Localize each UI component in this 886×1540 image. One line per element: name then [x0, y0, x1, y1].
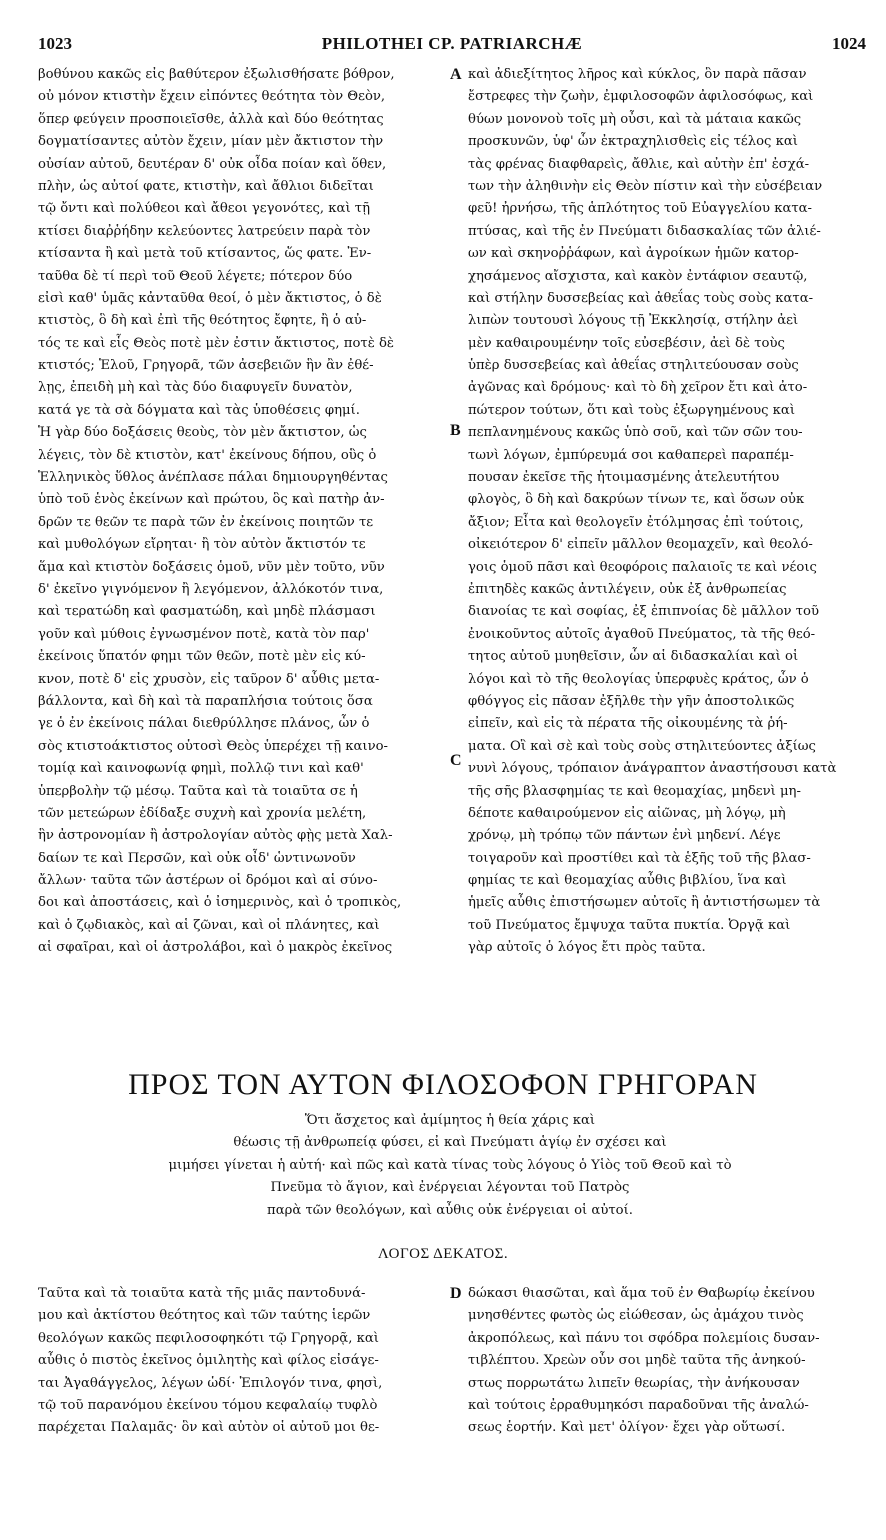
text-line: ἀκροπόλεως, καὶ πάνυ τοι σφόδρα πολεμίοις δυσαν-: [468, 1330, 820, 1346]
running-title: PHILOTHEI CP. PATRIARCHÆ: [321, 34, 583, 53]
subtitle-line: παρὰ τῶν θεολόγων, καὶ αὖθις οὐκ ἐνέργειαι οἱ αὐτοί.: [267, 1202, 633, 1218]
text-line: καὶ ἀδιεξίτητος λῆρος καὶ κύκλος, ὃν παρὰ πᾶσαν: [468, 67, 807, 82]
text-line: αὖθις ὁ πιστὸς ἐκεῖνος ὁμιλητὴς καὶ φίλος εἰσάγε-: [38, 1353, 379, 1369]
text-line: ὑπερβολὴν τῷ μέσῳ. Ταῦτα καὶ τὰ τοιαῦτα σε ἡ: [38, 783, 358, 799]
text-line: χρόνῳ, μὴ τρόπῳ τῶν πάντων ἐνὶ μηδενί. Λέγε: [468, 828, 781, 844]
text-line: θεολόγων κακῶς πεφιλοσοφηκότι τῷ Γρηγορᾷ, καὶ: [38, 1330, 379, 1346]
text-line: θύων μονονοὺ τοῖς μὴ οὖσι, καὶ τὰ μάταια κακῶς: [468, 111, 802, 127]
text-line: φθόγγος εἰς πᾶσαν ἐξῆλθε τὴν γῆν ἀποστολικῶς: [468, 693, 795, 709]
lower-left-column: [38, 1283, 454, 1440]
text-line: διανοίας τε καὶ σοφίας, ἐξ ἐπιπνοίας δὲ μᾶλλον τοῦ: [468, 604, 820, 620]
text-line: βάλλοντα, καὶ δὴ καὶ τὰ παραπλήσια τούτοις ὅσα: [38, 693, 373, 709]
margin-marker-c: C: [450, 752, 462, 769]
text-line: στως πορρωτάτω λιπεῖν θεωρίας, τὴν ἀνήκουσαν: [468, 1375, 800, 1391]
text-line: χησάμενος αἴσχιστα, καὶ κακὸν ἐντάφιον σεαυτῷ,: [468, 268, 808, 284]
text-line: ἅμα καὶ κτιστὸν δοξάσεις ὁμοῦ, νῦν μὲν τοῦτο, νῦν: [38, 559, 385, 575]
text-line: δ' ἐκεῖνο γιγνόμενον ἢ λεγόμενον, ἀλλόκοτόν τινα,: [38, 581, 384, 597]
text-line: ἀγῶνας καὶ δρόμους· καὶ τὸ δὴ χεῖρον ἔτι καὶ ἀτο-: [468, 380, 808, 396]
text-line: γοῦν καὶ μύθοις ἐγνωσμένον ποτὲ, κατὰ τὸν παρ': [38, 626, 370, 642]
section-title: ΠΡΟΣ ΤΟΝ ΑΥΤΟΝ ΦΙΛΟΣΟΦΟΝ ΓΡΗΓΟΡΑΝ: [128, 1068, 758, 1101]
text-line: ἐπιτηδὲς κακῶς ἀντιλέγειν, οὐκ ἐξ ἀνθρωπείας: [468, 581, 787, 597]
text-line: κνον, ποτὲ δ' εἰς χρυσὸν, εἰς ταῦρον δ' αὖθις μετα-: [38, 671, 380, 687]
text-line: τῶν μετεώρων ἐδίδαξε συχνὴ καὶ χρονία μελέτη,: [38, 805, 367, 821]
text-line: δρῶν τε θεῶν τε παρὰ τῶν ἐν ἐκείνοις ποιητῶν τε: [38, 514, 374, 530]
text-line: τός τε καὶ εἷς Θεὸς ποτὲ μὲν ἐστιν ἄκτιστος, ποτὲ δὲ: [38, 335, 394, 351]
margin-marker-a: A: [450, 66, 462, 83]
text-line: ἔστρεφες τὴν ζωὴν, ἐμφιλοσοφῶν ἀφιλοσόφως, καὶ: [468, 89, 814, 105]
text-line: Ἡ γὰρ δύο δοξάσεις θεοὺς, τὸν μὲν ἄκτιστον, ὡς: [38, 425, 367, 441]
text-line: οὐ μόνον κτιστὴν ἔχειν εἰπόντες θεότητα τὸν Θεὸν,: [38, 89, 386, 105]
text-line: ματα. Οἳ καὶ σὲ καὶ τοὺς σοὺς στηλιτεύοντες ἀξίως: [468, 738, 816, 754]
text-line: τητος αὐτοῦ μυηθεῖσιν, ὧν αἱ διδασκαλίαι καὶ οἱ: [468, 649, 799, 665]
text-line: ταῦθα δὲ τί περὶ τοῦ Θεοῦ λέγετε; πότερον δύο: [38, 268, 353, 284]
text-line: ται Ἀγαθάγγελος, λέγων ὡδί· Ἐπιλογόν τινα, φησὶ,: [38, 1375, 383, 1391]
text-line: ων καὶ σκηνοῤῥάφων, καὶ ἀγροίκων ἡμῶν κατορ-: [468, 246, 799, 262]
text-line: τιβλέπτου. Χρεὼν οὖν σοι μηδὲ ταῦτα τῆς ἀνηκού-: [468, 1353, 806, 1369]
text-line: ἐνοικοῦντος αὐτοῖς ἀγαθοῦ Πνεύματος, τὰ τῆς θεό-: [468, 626, 816, 642]
text-line: τωνὶ λόγων, ἐμπύρευμά σοι καθαπερεὶ παραπέμ-: [468, 447, 794, 463]
text-line: τῷ τοῦ παρανόμου ἐκείνου τόμου κεφαλαίῳ τυφλὸ: [38, 1397, 378, 1413]
text-line: ὑπὲρ δυσσεβείας καὶ ἀθεΐας στηλιτεύουσαν σοὺς: [468, 358, 799, 374]
text-line: φεῦ! ἠρνήσω, τῆς ἁπλότητος τοῦ Εὐαγγελίου κατα-: [468, 201, 813, 217]
text-line: εἰπεῖν, καὶ εἰς τὰ πέρατα τῆς οἰκουμένης τὰ ῥή-: [468, 716, 788, 732]
text-line: οἰκειότερον δ' εἰπεῖν μᾶλλον θεομαχεῖν, καὶ θεολό-: [468, 537, 813, 553]
text-line: Ἑλληνικὸς ὕθλος ἀνέπλασε πάλαι δημιουργηθέντας: [38, 470, 388, 486]
discourse-number: ΛΟΓΟΣ ΔΕΚΑΤΟΣ.: [377, 1246, 509, 1262]
subtitle-line: Πνεῦμα τὸ ἅγιον, καὶ ἐνέργειαι λέγονται τοῦ Πατρὸς: [270, 1180, 630, 1196]
text-line: νυνὶ λόγους, τρόπαιον ἀνάγραπτον ἀναστήσουσι κατὰ: [468, 761, 837, 777]
text-line: φημίας τε καὶ θεομαχίας αὖθις βιβλίου, ἵνα καὶ: [468, 873, 787, 889]
subtitle-line: Ὅτι ἄσχετος καὶ ἀμίμητος ἡ θεία χάρις καὶ: [304, 1113, 596, 1128]
text-line: καὶ τερατώδη καὶ φασματώδη, καὶ μηδὲ πλάσμασι: [38, 604, 376, 620]
text-line: μὲν καθαιρουμένην τοῖς εὐσεβέσιν, ἀεὶ δὲ τοὺς: [468, 335, 785, 351]
text-line: δοι καὶ ἀποστάσεις, καὶ ὁ ἰσημερινὸς, καὶ ὁ τροπικὸς,: [38, 895, 402, 911]
text-line: δογματίσαντες αὐτὸν ἔχειν, μίαν μὲν ἄκτιστον τὴν: [38, 134, 384, 150]
text-line: οὐσίαν αὐτοῦ, δευτέραν δ' οὐκ οἶδα ποίαν καὶ ὅθεν,: [38, 156, 387, 172]
text-line: μνησθέντες φωτὸς ὡς εἰώθεσαν, ὡς ἀμάχου τινὸς: [468, 1308, 804, 1324]
text-line: σὸς κτιστοάκτιστος οὑτοσὶ Θεὸς ὑπερέχει τῇ καινο-: [38, 738, 389, 754]
text-line: τοῦ Πνεύματος ἔμψυχα ταῦτα πυκτία. Ὀργᾷ καὶ: [468, 917, 791, 933]
upper-left-column: [38, 64, 454, 960]
margin-marker-d: D: [450, 1285, 462, 1302]
text-line: δώκασι θιασῶται, καὶ ἅμα τοῦ ἐν Θαβωρίῳ ἐκείνου: [468, 1286, 815, 1301]
text-line: φλογὸς, ὃ δὴ καὶ δακρύων τίνων τε, καὶ ὅσων οὐκ: [468, 492, 805, 508]
right-page-number: 1024: [832, 34, 866, 53]
lower-right-column: [468, 1283, 870, 1440]
text-line: παρέχεται Παλαμᾶς· ὃν καὶ αὐτὸν οἱ αὐτοῦ μοι θε-: [38, 1420, 380, 1436]
text-line: τομίᾳ καὶ καινοφωνίᾳ φημὶ, πολλῷ τινι καὶ καθ': [38, 761, 364, 777]
text-line: καὶ ὁ ζῳδιακὸς, καὶ αἱ ζῶναι, καὶ οἱ πλάνητες, καὶ: [38, 917, 380, 933]
text-line: Ταῦτα καὶ τὰ τοιαῦτα κατὰ τῆς μιᾶς παντοδυνά-: [38, 1286, 366, 1301]
text-line: πτύσας, καὶ τῆς ἐν Πνεύματι διδασκαλίας τῶν ἁλιέ-: [468, 223, 821, 239]
subtitle-line: θέωσις τῇ ἀνθρωπείᾳ φύσει, εἰ καὶ Πνεύματι ἁγίῳ ἐν σχέσει καὶ: [233, 1135, 667, 1151]
text-line: ὅπερ φεύγειν προσποιεῖσθε, ἀλλὰ καὶ δύο θεότητας: [38, 111, 384, 127]
text-line: σεως ἑορτήν. Καὶ μετ' ὀλίγον· ἔχει γὰρ οὕτωσί.: [468, 1420, 786, 1436]
text-line: βοθύνου κακῶς εἰς βαθύτερον ἐξωλισθήσατε βόθρον,: [38, 67, 395, 82]
text-line: μου καὶ ἀκτίστου θεότητος καὶ τῶν ταύτης ἱερῶν: [38, 1308, 371, 1324]
text-line: τοιγαροῦν καὶ προστίθει καὶ τὰ ἑξῆς τοῦ τῆς βλασ-: [468, 850, 811, 866]
text-line: λέγεις, τὸν δὲ κτιστὸν, κατ' ἐκείνους δήπου, οὓς ὁ: [38, 447, 377, 463]
section-subtitle: [60, 1110, 840, 1222]
text-line: ἄλλων· ταῦτα τῶν ἀστέρων οἱ δρόμοι καὶ αἱ σύνο-: [38, 873, 378, 889]
text-line: λῃς, ἐπειδὴ μὴ καὶ τὰς δύο διαφυγεῖν δυνατὸν,: [38, 380, 353, 396]
text-line: τῷ ὄντι καὶ πολύθεοι καὶ ἄθεοι γεγονότες, καὶ τῇ: [38, 201, 371, 217]
running-header: [38, 34, 866, 56]
text-line: ὑπὸ τοῦ ἑνὸς ἐκείνων καὶ πρώτου, ὃς καὶ πατὴρ ἀν-: [38, 492, 385, 508]
text-line: λόγοι καὶ τὸ τῆς θεολογίας ὑπερφυὲς κράτος, ὧν ὁ: [468, 671, 809, 687]
text-line: των τὴν ἀληθινὴν εἰς Θεὸν πίστιν καὶ τὴν εὐσέβειαν: [468, 178, 823, 194]
text-line: κτιστός; Ἑλοῦ, Γρηγορᾶ, τῶν ἀσεβειῶν ἣν ἂν ἐθέ-: [38, 358, 374, 374]
text-line: τῆς σῆς βλασφημίας τε καὶ θεομαχίας, μηδενὶ μη-: [468, 783, 801, 799]
text-line: γοις ὁμοῦ πᾶσι καὶ θεοφόροις παλαιοῖς τε καὶ νέοις: [468, 559, 817, 575]
text-line: καὶ στήλην δυσσεβείας καὶ ἀθεΐας τοὺς σοὺς κατα-: [468, 290, 814, 306]
text-line: κατά γε τὰ σὰ δόγματα καὶ τὰς ὑποθέσεις φημί.: [38, 402, 360, 418]
text-line: γε ὁ ἐν ἐκείνοις πάλαι διεθρύλλησε πλάνος, ὧν ὁ: [38, 716, 370, 732]
subtitle-line: μιμήσει γίνεται ἡ αὐτή· καὶ πῶς καὶ κατὰ τίνας τοὺς λόγους ὁ Υἱὸς τοῦ Θεοῦ καὶ τὸ: [168, 1157, 732, 1173]
text-line: δέποτε καθαιρούμενον εἰς αἰῶνας, μὴ λόγῳ, μὴ: [468, 805, 786, 821]
upper-right-column: [468, 64, 870, 960]
text-line: εἰσὶ καθ' ὑμᾶς κἀνταῦθα θεοί, ὁ μὲν ἄκτιστος, ὁ δὲ: [38, 290, 382, 306]
text-line: κτίσαντα ἢ καὶ μετὰ τοῦ κτίσαντος, ὥς φατε. Ἐν-: [38, 246, 372, 262]
text-line: δαίων τε καὶ Περσῶν, καὶ οὐκ οἶδ' ὡντινωνοῦν: [38, 850, 356, 866]
text-line: ἣν ἀστρονομίαν ἢ ἀστρολογίαν αὐτὸς φῂς μετὰ Χαλ-: [38, 828, 393, 844]
left-page-number: 1023: [38, 34, 72, 53]
text-line: καὶ μυθολόγων εἴρηται· ἢ τὸν αὐτὸν ἄκτιστόν τε: [38, 537, 366, 553]
text-line: ἐκείνοις ὕπατόν φημι τῶν θεῶν, ποτὲ μὲν εἰς κύ-: [38, 649, 366, 665]
text-line: ἄξιον; Εἶτα καὶ θεολογεῖν ἐτόλμησας ἐπὶ τούτοις,: [468, 514, 804, 530]
text-line: πουσαν ἐκεῖσε τῆς ἡτοιμασμένης ἀτελευτήτου: [468, 470, 780, 486]
text-line: προσκυνῶν, ὑφ' ὧν ἐκτραχηλισθεὶς εἰς τέλος καὶ: [468, 134, 798, 150]
text-line: λιπὼν τουτουσὶ λόγους τῇ Ἐκκλησίᾳ, στήλην ἀεὶ: [468, 313, 799, 329]
text-line: καὶ τούτοις ἐρραθυμηκόσι παραδοῦναι τῆς ἀναλώ-: [468, 1397, 809, 1413]
text-line: κτιστὸς, ὃ δὴ καὶ ἐπὶ τῆς θεότητος ἔφητε, ἢ ὁ αὐ-: [38, 313, 367, 329]
text-line: γὰρ αὐτοῖς ὁ λόγος ἔτι πρὸς ταῦτα.: [468, 940, 706, 956]
text-line: κτίσει διαῤῥήδην κελεύοντες λατρεύειν παρὰ τὸν: [38, 223, 371, 239]
text-line: πλὴν, ὡς αὐτοί φατε, κτιστὴν, καὶ ἄθλιοι διδεῖται: [38, 178, 374, 194]
text-line: πώτερον τούτων, ὅτι καὶ τοὺς ἐξωργημένους καὶ: [468, 402, 795, 418]
text-line: πεπλανημένους κακῶς ὑπὸ σοῦ, καὶ τῶν σῶν του-: [468, 425, 803, 441]
text-line: ἡμεῖς αὖθις ἐπιστήσωμεν αὐτοῖς ἢ ἀντιστήσωμεν τὰ: [468, 895, 821, 911]
text-line: αἱ σφαῖραι, καὶ οἱ ἀστρολάβοι, καὶ ὁ μακρὸς ἐκεῖνος: [38, 940, 393, 956]
margin-marker-b: B: [450, 422, 461, 439]
text-line: τὰς φρένας διαφθαρεὶς, ἄθλιε, καὶ αὐτὴν ἐπ' ἐσχά-: [468, 156, 810, 172]
